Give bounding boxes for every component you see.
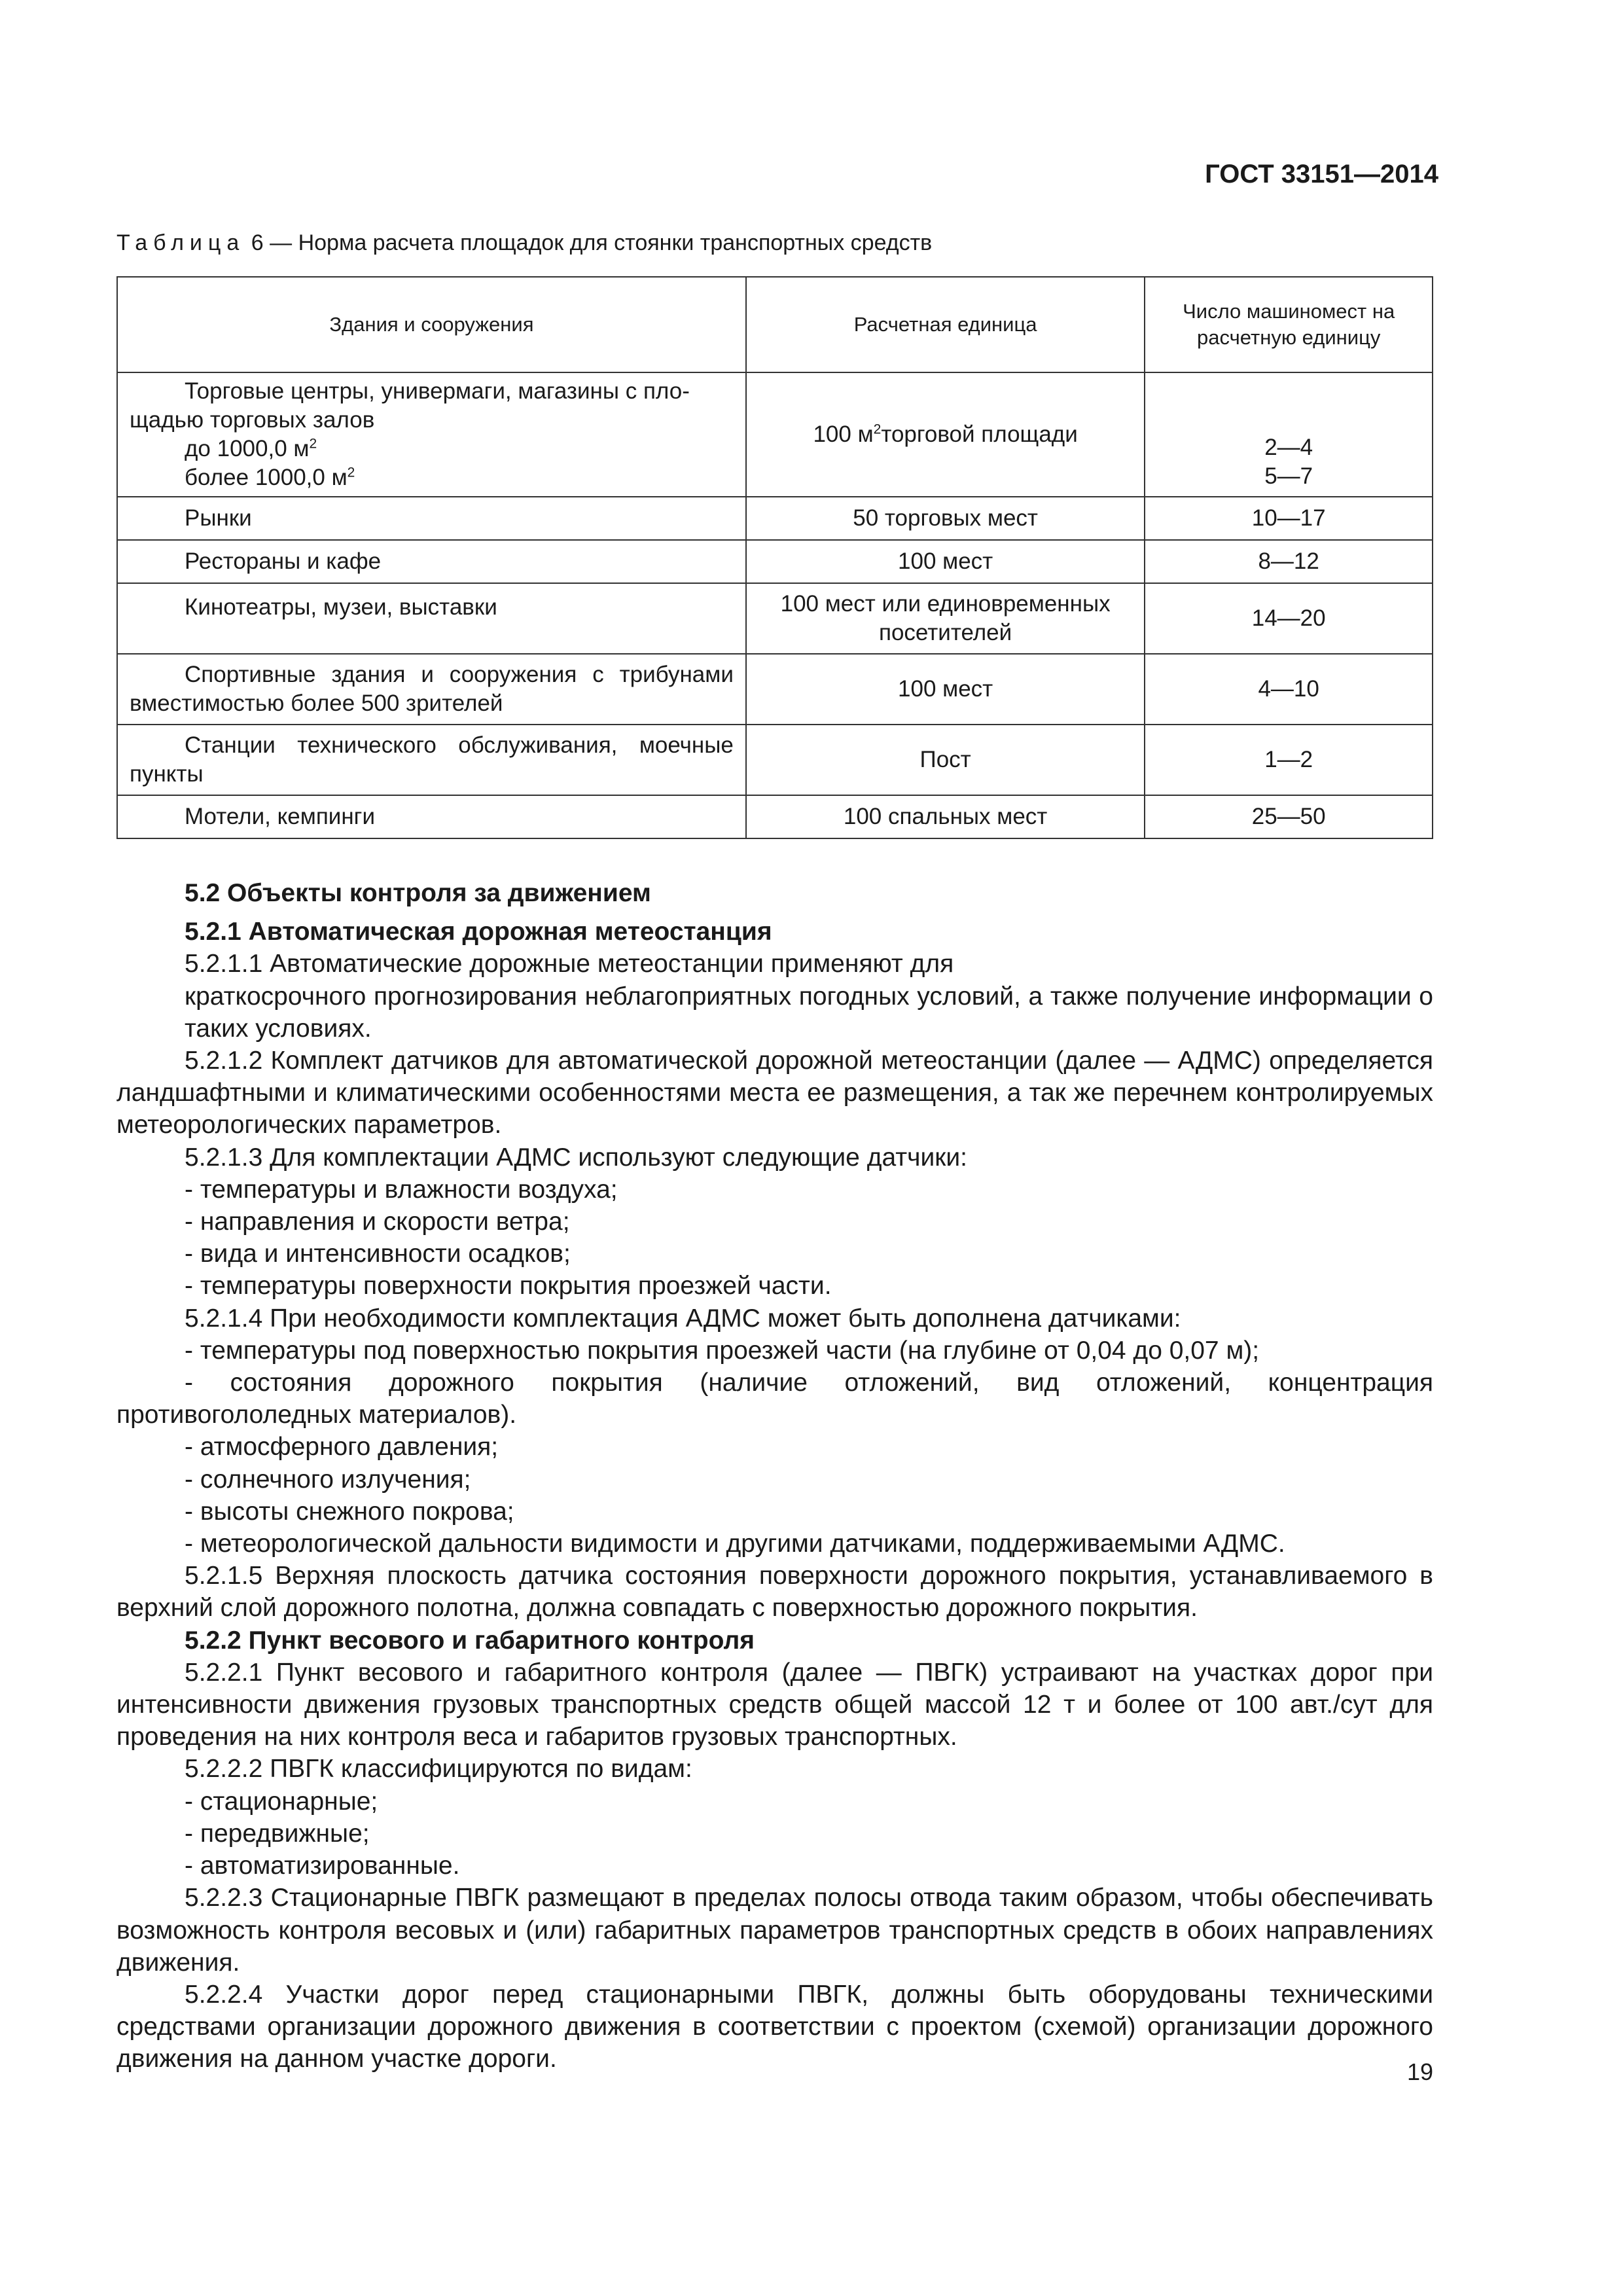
list-item: - направления и скорости ветра; (185, 1208, 570, 1236)
paragraph: 5.2.1.5 Верхняя плоскость датчика состояния поверхности дорожного покрытия, устанавливаемого в верхний слой дорожного полотна, должна совпадать с поверхностью дорожного покрытия. (116, 1562, 1433, 1623)
table-cell: 1—2 (1145, 725, 1433, 795)
table-row (117, 540, 1433, 583)
body-text (116, 877, 1433, 2075)
paragraph: 5.2.2.3 Стационарные ПВГК размещают в пределах полосы отвода таким образом, чтобы обеспечивать возможность контроля весовых и (или) габаритных параметров транспортных средств в обоих направлениях движения. (116, 1884, 1433, 1977)
table-row (117, 725, 1433, 795)
header-buildings: Здания и сооружения (117, 277, 746, 372)
table-row (117, 497, 1433, 540)
cell-line: Торговые центры, универмаги, магазины с пло- (185, 378, 690, 404)
table-cell: 100 мест (746, 540, 1145, 583)
table-cell (117, 372, 746, 497)
table-cell: Рестораны и кафе (117, 540, 746, 583)
list-item: - автоматизированные. (185, 1852, 460, 1880)
table-row (117, 654, 1433, 725)
table-cell: Рынки (117, 497, 746, 540)
table-cell: Пост (746, 725, 1145, 795)
paragraph: 5.2.1.1 Автоматические дорожные метеостанции применяют для (185, 950, 954, 978)
page-number: 19 (1406, 2058, 1433, 2085)
table-cell: 25—50 (1145, 795, 1433, 838)
table-cell: 2—4 5—7 (1145, 372, 1433, 497)
table-caption (116, 230, 932, 256)
list-item: - передвижные; (185, 1819, 370, 1848)
section-heading: 5.2 Объекты контроля за движением (185, 879, 651, 907)
table-cell: Спортивные здания и сооружения с трибунами вместимостью более 500 зрителей (117, 654, 746, 725)
document-id: ГОСТ 33151—2014 (1205, 160, 1438, 188)
parking-norm-table (116, 276, 1433, 839)
paragraph: 5.2.1.2 Комплект датчиков для автоматической дорожной метеостанции (далее — АДМС) определяется ландшафтными и климатическими особенностями места ее размещения, а так же перечнем контролируемых метеорологических параметров. (116, 1047, 1433, 1139)
paragraph: 5.2.2.2 ПВГК классифицируются по видам: (185, 1755, 692, 1784)
paragraph: 5.2.1.4 При необходимости комплектация АДМС может быть дополнена датчиками: (185, 1304, 1181, 1333)
table-caption-text: 6 — Норма расчета площадок для стоянки транспортных средств (251, 230, 933, 255)
cell-line: щадью торговых залов (130, 407, 375, 433)
table-cell: Станции технического обслуживания, моечные пункты (117, 725, 746, 795)
table-cell: Кинотеатры, музеи, выставки (117, 583, 746, 654)
table-cell: 50 торговых мест (746, 497, 1145, 540)
table-header-row (117, 277, 1433, 372)
table-cell: 100 мест (746, 654, 1145, 725)
list-item: - вида и интенсивности осадков; (185, 1240, 571, 1268)
list-item: - солнечного излучения; (185, 1465, 471, 1494)
table-cell: Мотели, кемпинги (117, 795, 746, 838)
table-cell: 100 мест или единовременных посетителей (746, 583, 1145, 654)
table-caption-prefix: Таблица (116, 230, 245, 255)
list-item: - стационарные; (185, 1787, 378, 1816)
list-item: - атмосферного давления; (185, 1433, 499, 1462)
cell-line: более 1000,0 $м^2$ (185, 465, 355, 490)
table-row (117, 795, 1433, 838)
list-item: - метеорологической дальности видимости и другими датчиками, поддерживаемыми АДМС. (185, 1530, 1285, 1558)
cell-line: до 1000,0 $м^2$ (185, 436, 317, 461)
table-row (117, 583, 1433, 654)
paragraph: 5.2.2.1 Пункт весового и габаритного контроля (далее — ПВГК) устраивают на участках дорог при интенсивности движения грузовых транспортных средств общей массой 12 т и более от 100 авт./сут для проведения на них контроля веса и габаритов грузовых транспортных. (116, 1658, 1433, 1751)
paragraph: краткосрочного прогнозирования неблагоприятных погодных условий, а также получение информации о таких условиях. (185, 982, 1433, 1043)
paragraph: 5.2.2.4 Участки дорог перед стационарными ПВГК, должны быть оборудованы техническими средствами организации дорожного движения в соответствии с проектом (схемой) организации дорожного движения на данном участке дороги. (116, 1980, 1433, 2073)
table-cell: 10—17 (1145, 497, 1433, 540)
table-cell: 100 $м^2торговой$ площади (746, 372, 1145, 497)
list-item: - температуры под поверхностью покрытия проезжей части (на глубине от 0,04 до 0,07 м); (185, 1336, 1260, 1365)
list-item: - температуры и влажности воздуха; (185, 1175, 618, 1204)
list-item: - высоты снежного покрова; (185, 1497, 514, 1526)
table-cell: 100 спальных мест (746, 795, 1145, 838)
subsection-heading: 5.2.1 Автоматическая дорожная метеостанция (185, 918, 772, 946)
subsection-heading: 5.2.2 Пункт весового и габаритного контроля (185, 1626, 755, 1655)
header-spaces: Число машиномест на расчетную единицу (1145, 277, 1433, 372)
table-cell: 14—20 (1145, 583, 1433, 654)
table-cell: 4—10 (1145, 654, 1433, 725)
paragraph: 5.2.1.3 Для комплектации АДМС используют следующие датчики: (185, 1143, 967, 1172)
table-cell: 8—12 (1145, 540, 1433, 583)
header-unit: Расчетная единица (746, 277, 1145, 372)
list-item: - температуры поверхности покрытия проезжей части. (185, 1272, 832, 1300)
table-row (117, 372, 1433, 497)
list-item: - состояния дорожного покрытия (наличие отложений, вид отложений, концентрация противогололедных материалов). (116, 1369, 1433, 1429)
